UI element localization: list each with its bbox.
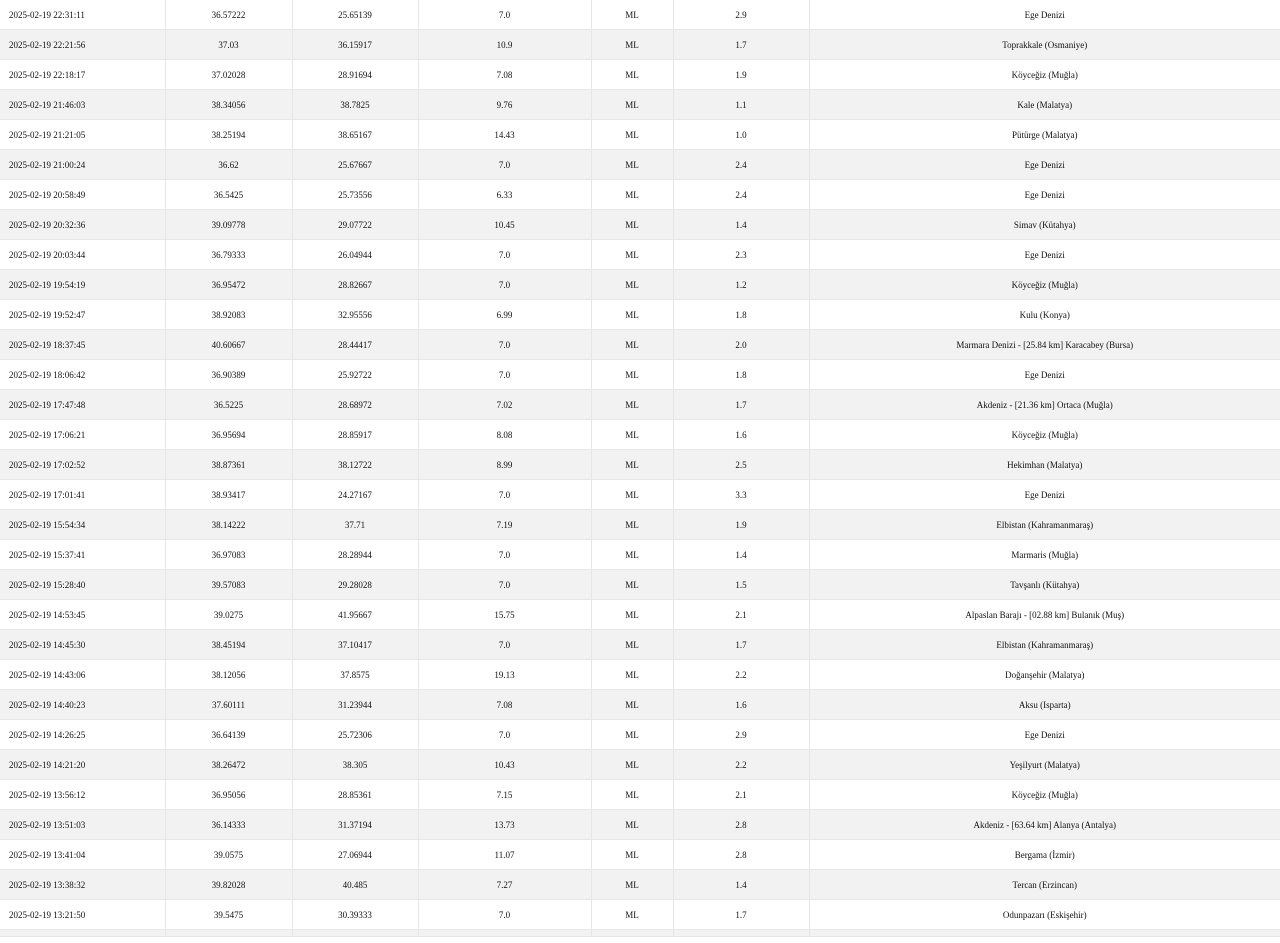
table-row [0, 0, 1280, 30]
date-cell: 2025-02-19 21:46:03 [0, 90, 165, 120]
longitude-cell [292, 930, 418, 937]
date-cell: 2025-02-19 17:47:48 [0, 390, 165, 420]
location-cell: Simav (Kütahya) [809, 210, 1280, 240]
magnitude-type-cell: ML [591, 660, 673, 690]
location-cell [809, 930, 1280, 937]
latitude-cell: 37.60111 [165, 690, 292, 720]
date-cell: 2025-02-19 21:21:05 [0, 120, 165, 150]
magnitude-type-cell: ML [591, 780, 673, 810]
depth-cell: 13.73 [418, 810, 591, 840]
location-cell: Köyceğiz (Muğla) [809, 420, 1280, 450]
magnitude-type-cell: ML [591, 630, 673, 660]
depth-cell: 10.9 [418, 30, 591, 60]
longitude-cell: 31.23944 [292, 690, 418, 720]
date-cell: 2025-02-19 14:21:20 [0, 750, 165, 780]
longitude-cell: 38.12722 [292, 450, 418, 480]
magnitude-type-cell: ML [591, 900, 673, 930]
magnitude-type-cell: ML [591, 750, 673, 780]
magnitude-cell: 2.8 [673, 810, 809, 840]
magnitude-cell: 1.2 [673, 270, 809, 300]
table-row [0, 720, 1280, 750]
longitude-cell: 28.68972 [292, 390, 418, 420]
location-cell: Tercan (Erzincan) [809, 870, 1280, 900]
depth-cell: 9.76 [418, 90, 591, 120]
depth-cell: 7.02 [418, 390, 591, 420]
date-cell: 2025-02-19 14:26:25 [0, 720, 165, 750]
latitude-cell: 38.12056 [165, 660, 292, 690]
location-cell: Ege Denizi [809, 480, 1280, 510]
latitude-cell: 39.0275 [165, 600, 292, 630]
latitude-cell: 40.60667 [165, 330, 292, 360]
depth-cell: 19.13 [418, 660, 591, 690]
magnitude-type-cell: ML [591, 450, 673, 480]
depth-cell: 7.0 [418, 270, 591, 300]
location-cell: Doğanşehir (Malatya) [809, 660, 1280, 690]
magnitude-cell: 1.4 [673, 870, 809, 900]
magnitude-type-cell: ML [591, 300, 673, 330]
location-cell: Kale (Malatya) [809, 90, 1280, 120]
date-cell: 2025-02-19 19:52:47 [0, 300, 165, 330]
date-cell: 2025-02-19 18:37:45 [0, 330, 165, 360]
magnitude-type-cell: ML [591, 60, 673, 90]
table-row [0, 90, 1280, 120]
date-cell [0, 930, 165, 937]
magnitude-type-cell: ML [591, 480, 673, 510]
depth-cell: 7.0 [418, 630, 591, 660]
date-cell: 2025-02-19 13:56:12 [0, 780, 165, 810]
magnitude-cell: 2.1 [673, 600, 809, 630]
magnitude-cell: 1.8 [673, 360, 809, 390]
location-cell: Ege Denizi [809, 0, 1280, 30]
longitude-cell: 37.71 [292, 510, 418, 540]
depth-cell: 7.0 [418, 480, 591, 510]
latitude-cell: 36.62 [165, 150, 292, 180]
location-cell: Toprakkale (Osmaniye) [809, 30, 1280, 60]
magnitude-type-cell: ML [591, 120, 673, 150]
latitude-cell: 38.25194 [165, 120, 292, 150]
location-cell: Marmara Denizi - [25.84 km] Karacabey (Bursa) [809, 330, 1280, 360]
longitude-cell: 41.95667 [292, 600, 418, 630]
latitude-cell: 39.57083 [165, 570, 292, 600]
magnitude-cell: 1.7 [673, 30, 809, 60]
magnitude-cell: 2.3 [673, 240, 809, 270]
location-cell: Pütürge (Malatya) [809, 120, 1280, 150]
magnitude-type-cell: ML [591, 30, 673, 60]
longitude-cell: 29.07722 [292, 210, 418, 240]
magnitude-type-cell: ML [591, 180, 673, 210]
location-cell: Kulu (Konya) [809, 300, 1280, 330]
depth-cell: 15.75 [418, 600, 591, 630]
location-cell: Ege Denizi [809, 180, 1280, 210]
date-cell: 2025-02-19 13:41:04 [0, 840, 165, 870]
magnitude-cell [673, 930, 809, 937]
longitude-cell: 28.85917 [292, 420, 418, 450]
table-row [0, 570, 1280, 600]
table-row [0, 750, 1280, 780]
magnitude-cell: 2.4 [673, 150, 809, 180]
location-cell: Hekimhan (Malatya) [809, 450, 1280, 480]
depth-cell: 7.0 [418, 720, 591, 750]
magnitude-cell: 2.0 [673, 330, 809, 360]
longitude-cell: 29.28028 [292, 570, 418, 600]
magnitude-cell: 1.5 [673, 570, 809, 600]
magnitude-cell: 3.3 [673, 480, 809, 510]
longitude-cell: 28.91694 [292, 60, 418, 90]
magnitude-type-cell: ML [591, 150, 673, 180]
location-cell: Bergama (İzmir) [809, 840, 1280, 870]
date-cell: 2025-02-19 22:31:11 [0, 0, 165, 30]
depth-cell: 6.99 [418, 300, 591, 330]
magnitude-cell: 2.1 [673, 780, 809, 810]
latitude-cell: 36.14333 [165, 810, 292, 840]
longitude-cell: 31.37194 [292, 810, 418, 840]
magnitude-type-cell: ML [591, 870, 673, 900]
table-row [0, 300, 1280, 330]
longitude-cell: 38.65167 [292, 120, 418, 150]
latitude-cell: 37.02028 [165, 60, 292, 90]
table-row [0, 210, 1280, 240]
location-cell: Ege Denizi [809, 240, 1280, 270]
magnitude-cell: 1.7 [673, 630, 809, 660]
latitude-cell: 39.82028 [165, 870, 292, 900]
magnitude-type-cell [591, 930, 673, 937]
magnitude-type-cell: ML [591, 540, 673, 570]
latitude-cell: 36.57222 [165, 0, 292, 30]
depth-cell: 10.45 [418, 210, 591, 240]
location-cell: Akdeniz - [21.36 km] Ortaca (Muğla) [809, 390, 1280, 420]
depth-cell: 7.15 [418, 780, 591, 810]
latitude-cell: 36.5425 [165, 180, 292, 210]
latitude-cell: 36.5225 [165, 390, 292, 420]
latitude-cell: 36.97083 [165, 540, 292, 570]
date-cell: 2025-02-19 14:43:06 [0, 660, 165, 690]
date-cell: 2025-02-19 19:54:19 [0, 270, 165, 300]
magnitude-type-cell: ML [591, 0, 673, 30]
table-row [0, 600, 1280, 630]
date-cell: 2025-02-19 13:21:50 [0, 900, 165, 930]
location-cell: Odunpazarı (Eskişehir) [809, 900, 1280, 930]
longitude-cell: 38.305 [292, 750, 418, 780]
latitude-cell: 37.03 [165, 30, 292, 60]
table-row [0, 870, 1280, 900]
date-cell: 2025-02-19 21:00:24 [0, 150, 165, 180]
magnitude-cell: 2.9 [673, 0, 809, 30]
depth-cell [418, 930, 591, 937]
depth-cell: 7.0 [418, 0, 591, 30]
magnitude-cell: 2.9 [673, 720, 809, 750]
table-row [0, 360, 1280, 390]
table-row [0, 780, 1280, 810]
depth-cell: 7.0 [418, 540, 591, 570]
date-cell: 2025-02-19 14:53:45 [0, 600, 165, 630]
table-row [0, 240, 1280, 270]
longitude-cell: 26.04944 [292, 240, 418, 270]
magnitude-cell: 2.8 [673, 840, 809, 870]
latitude-cell: 38.14222 [165, 510, 292, 540]
date-cell: 2025-02-19 15:37:41 [0, 540, 165, 570]
latitude-cell: 36.95056 [165, 780, 292, 810]
table-row [0, 900, 1280, 930]
longitude-cell: 28.44417 [292, 330, 418, 360]
date-cell: 2025-02-19 18:06:42 [0, 360, 165, 390]
depth-cell: 7.0 [418, 570, 591, 600]
date-cell: 2025-02-19 15:54:34 [0, 510, 165, 540]
depth-cell: 10.43 [418, 750, 591, 780]
magnitude-cell: 1.4 [673, 210, 809, 240]
magnitude-cell: 1.7 [673, 900, 809, 930]
location-cell: Akdeniz - [63.64 km] Alanya (Antalya) [809, 810, 1280, 840]
longitude-cell: 25.72306 [292, 720, 418, 750]
magnitude-type-cell: ML [591, 720, 673, 750]
latitude-cell: 36.95694 [165, 420, 292, 450]
magnitude-type-cell: ML [591, 210, 673, 240]
depth-cell: 7.0 [418, 330, 591, 360]
magnitude-type-cell: ML [591, 690, 673, 720]
date-cell: 2025-02-19 17:02:52 [0, 450, 165, 480]
magnitude-type-cell: ML [591, 90, 673, 120]
longitude-cell: 30.39333 [292, 900, 418, 930]
table-row [0, 510, 1280, 540]
magnitude-cell: 1.8 [673, 300, 809, 330]
magnitude-cell: 1.6 [673, 690, 809, 720]
longitude-cell: 32.95556 [292, 300, 418, 330]
longitude-cell: 27.06944 [292, 840, 418, 870]
longitude-cell: 38.7825 [292, 90, 418, 120]
longitude-cell: 36.15917 [292, 30, 418, 60]
latitude-cell: 36.95472 [165, 270, 292, 300]
longitude-cell: 40.485 [292, 870, 418, 900]
longitude-cell: 25.65139 [292, 0, 418, 30]
magnitude-type-cell: ML [591, 570, 673, 600]
latitude-cell: 38.45194 [165, 630, 292, 660]
depth-cell: 14.43 [418, 120, 591, 150]
magnitude-cell: 2.2 [673, 750, 809, 780]
longitude-cell: 37.8575 [292, 660, 418, 690]
table-row [0, 150, 1280, 180]
longitude-cell: 24.27167 [292, 480, 418, 510]
table-row [0, 120, 1280, 150]
date-cell: 2025-02-19 20:32:36 [0, 210, 165, 240]
latitude-cell: 38.26472 [165, 750, 292, 780]
magnitude-type-cell: ML [591, 390, 673, 420]
location-cell: Alpaslan Barajı - [02.88 km] Bulanık (Muş) [809, 600, 1280, 630]
longitude-cell: 25.67667 [292, 150, 418, 180]
depth-cell: 7.0 [418, 240, 591, 270]
table-row [0, 270, 1280, 300]
table-row [0, 930, 1280, 937]
table-row [0, 420, 1280, 450]
date-cell: 2025-02-19 22:18:17 [0, 60, 165, 90]
table-row [0, 60, 1280, 90]
magnitude-cell: 1.0 [673, 120, 809, 150]
date-cell: 2025-02-19 14:40:23 [0, 690, 165, 720]
longitude-cell: 25.73556 [292, 180, 418, 210]
depth-cell: 7.0 [418, 150, 591, 180]
table-row [0, 480, 1280, 510]
table-row [0, 540, 1280, 570]
magnitude-cell: 1.1 [673, 90, 809, 120]
depth-cell: 7.08 [418, 60, 591, 90]
longitude-cell: 28.82667 [292, 270, 418, 300]
magnitude-cell: 1.6 [673, 420, 809, 450]
location-cell: Köyceğiz (Muğla) [809, 270, 1280, 300]
date-cell: 2025-02-19 13:51:03 [0, 810, 165, 840]
table-row [0, 810, 1280, 840]
latitude-cell: 38.92083 [165, 300, 292, 330]
depth-cell: 7.27 [418, 870, 591, 900]
magnitude-type-cell: ML [591, 600, 673, 630]
depth-cell: 8.99 [418, 450, 591, 480]
date-cell: 2025-02-19 17:01:41 [0, 480, 165, 510]
depth-cell: 7.08 [418, 690, 591, 720]
date-cell: 2025-02-19 20:03:44 [0, 240, 165, 270]
location-cell: Yeşilyurt (Malatya) [809, 750, 1280, 780]
magnitude-type-cell: ML [591, 840, 673, 870]
table-row [0, 180, 1280, 210]
magnitude-type-cell: ML [591, 510, 673, 540]
magnitude-type-cell: ML [591, 270, 673, 300]
magnitude-type-cell: ML [591, 360, 673, 390]
table-row [0, 660, 1280, 690]
location-cell: Tavşanlı (Kütahya) [809, 570, 1280, 600]
latitude-cell: 38.34056 [165, 90, 292, 120]
table-row [0, 630, 1280, 660]
date-cell: 2025-02-19 20:58:49 [0, 180, 165, 210]
location-cell: Köyceğiz (Muğla) [809, 780, 1280, 810]
location-cell: Ege Denizi [809, 150, 1280, 180]
longitude-cell: 28.28944 [292, 540, 418, 570]
latitude-cell: 39.09778 [165, 210, 292, 240]
table-row [0, 390, 1280, 420]
depth-cell: 11.07 [418, 840, 591, 870]
magnitude-cell: 2.2 [673, 660, 809, 690]
table-row [0, 450, 1280, 480]
location-cell: Ege Denizi [809, 720, 1280, 750]
latitude-cell: 39.0575 [165, 840, 292, 870]
longitude-cell: 25.92722 [292, 360, 418, 390]
magnitude-cell: 1.4 [673, 540, 809, 570]
table-row [0, 30, 1280, 60]
magnitude-cell: 1.9 [673, 60, 809, 90]
latitude-cell: 36.90389 [165, 360, 292, 390]
magnitude-cell: 1.7 [673, 390, 809, 420]
table-row [0, 690, 1280, 720]
latitude-cell: 38.93417 [165, 480, 292, 510]
magnitude-type-cell: ML [591, 330, 673, 360]
latitude-cell: 36.79333 [165, 240, 292, 270]
magnitude-type-cell: ML [591, 420, 673, 450]
date-cell: 2025-02-19 17:06:21 [0, 420, 165, 450]
longitude-cell: 28.85361 [292, 780, 418, 810]
location-cell: Köyceğiz (Muğla) [809, 60, 1280, 90]
depth-cell: 7.19 [418, 510, 591, 540]
magnitude-cell: 1.9 [673, 510, 809, 540]
latitude-cell: 39.5475 [165, 900, 292, 930]
magnitude-cell: 2.4 [673, 180, 809, 210]
table-row [0, 330, 1280, 360]
location-cell: Marmaris (Muğla) [809, 540, 1280, 570]
longitude-cell: 37.10417 [292, 630, 418, 660]
magnitude-cell: 2.5 [673, 450, 809, 480]
date-cell: 2025-02-19 13:38:32 [0, 870, 165, 900]
magnitude-type-cell: ML [591, 810, 673, 840]
depth-cell: 8.08 [418, 420, 591, 450]
location-cell: Elbistan (Kahramanmaraş) [809, 630, 1280, 660]
location-cell: Elbistan (Kahramanmaraş) [809, 510, 1280, 540]
table-row [0, 840, 1280, 870]
location-cell: Aksu (Isparta) [809, 690, 1280, 720]
date-cell: 2025-02-19 22:21:56 [0, 30, 165, 60]
date-cell: 2025-02-19 14:45:30 [0, 630, 165, 660]
latitude-cell [165, 930, 292, 937]
depth-cell: 6.33 [418, 180, 591, 210]
magnitude-type-cell: ML [591, 240, 673, 270]
depth-cell: 7.0 [418, 900, 591, 930]
depth-cell: 7.0 [418, 360, 591, 390]
date-cell: 2025-02-19 15:28:40 [0, 570, 165, 600]
latitude-cell: 36.64139 [165, 720, 292, 750]
latitude-cell: 38.87361 [165, 450, 292, 480]
location-cell: Ege Denizi [809, 360, 1280, 390]
